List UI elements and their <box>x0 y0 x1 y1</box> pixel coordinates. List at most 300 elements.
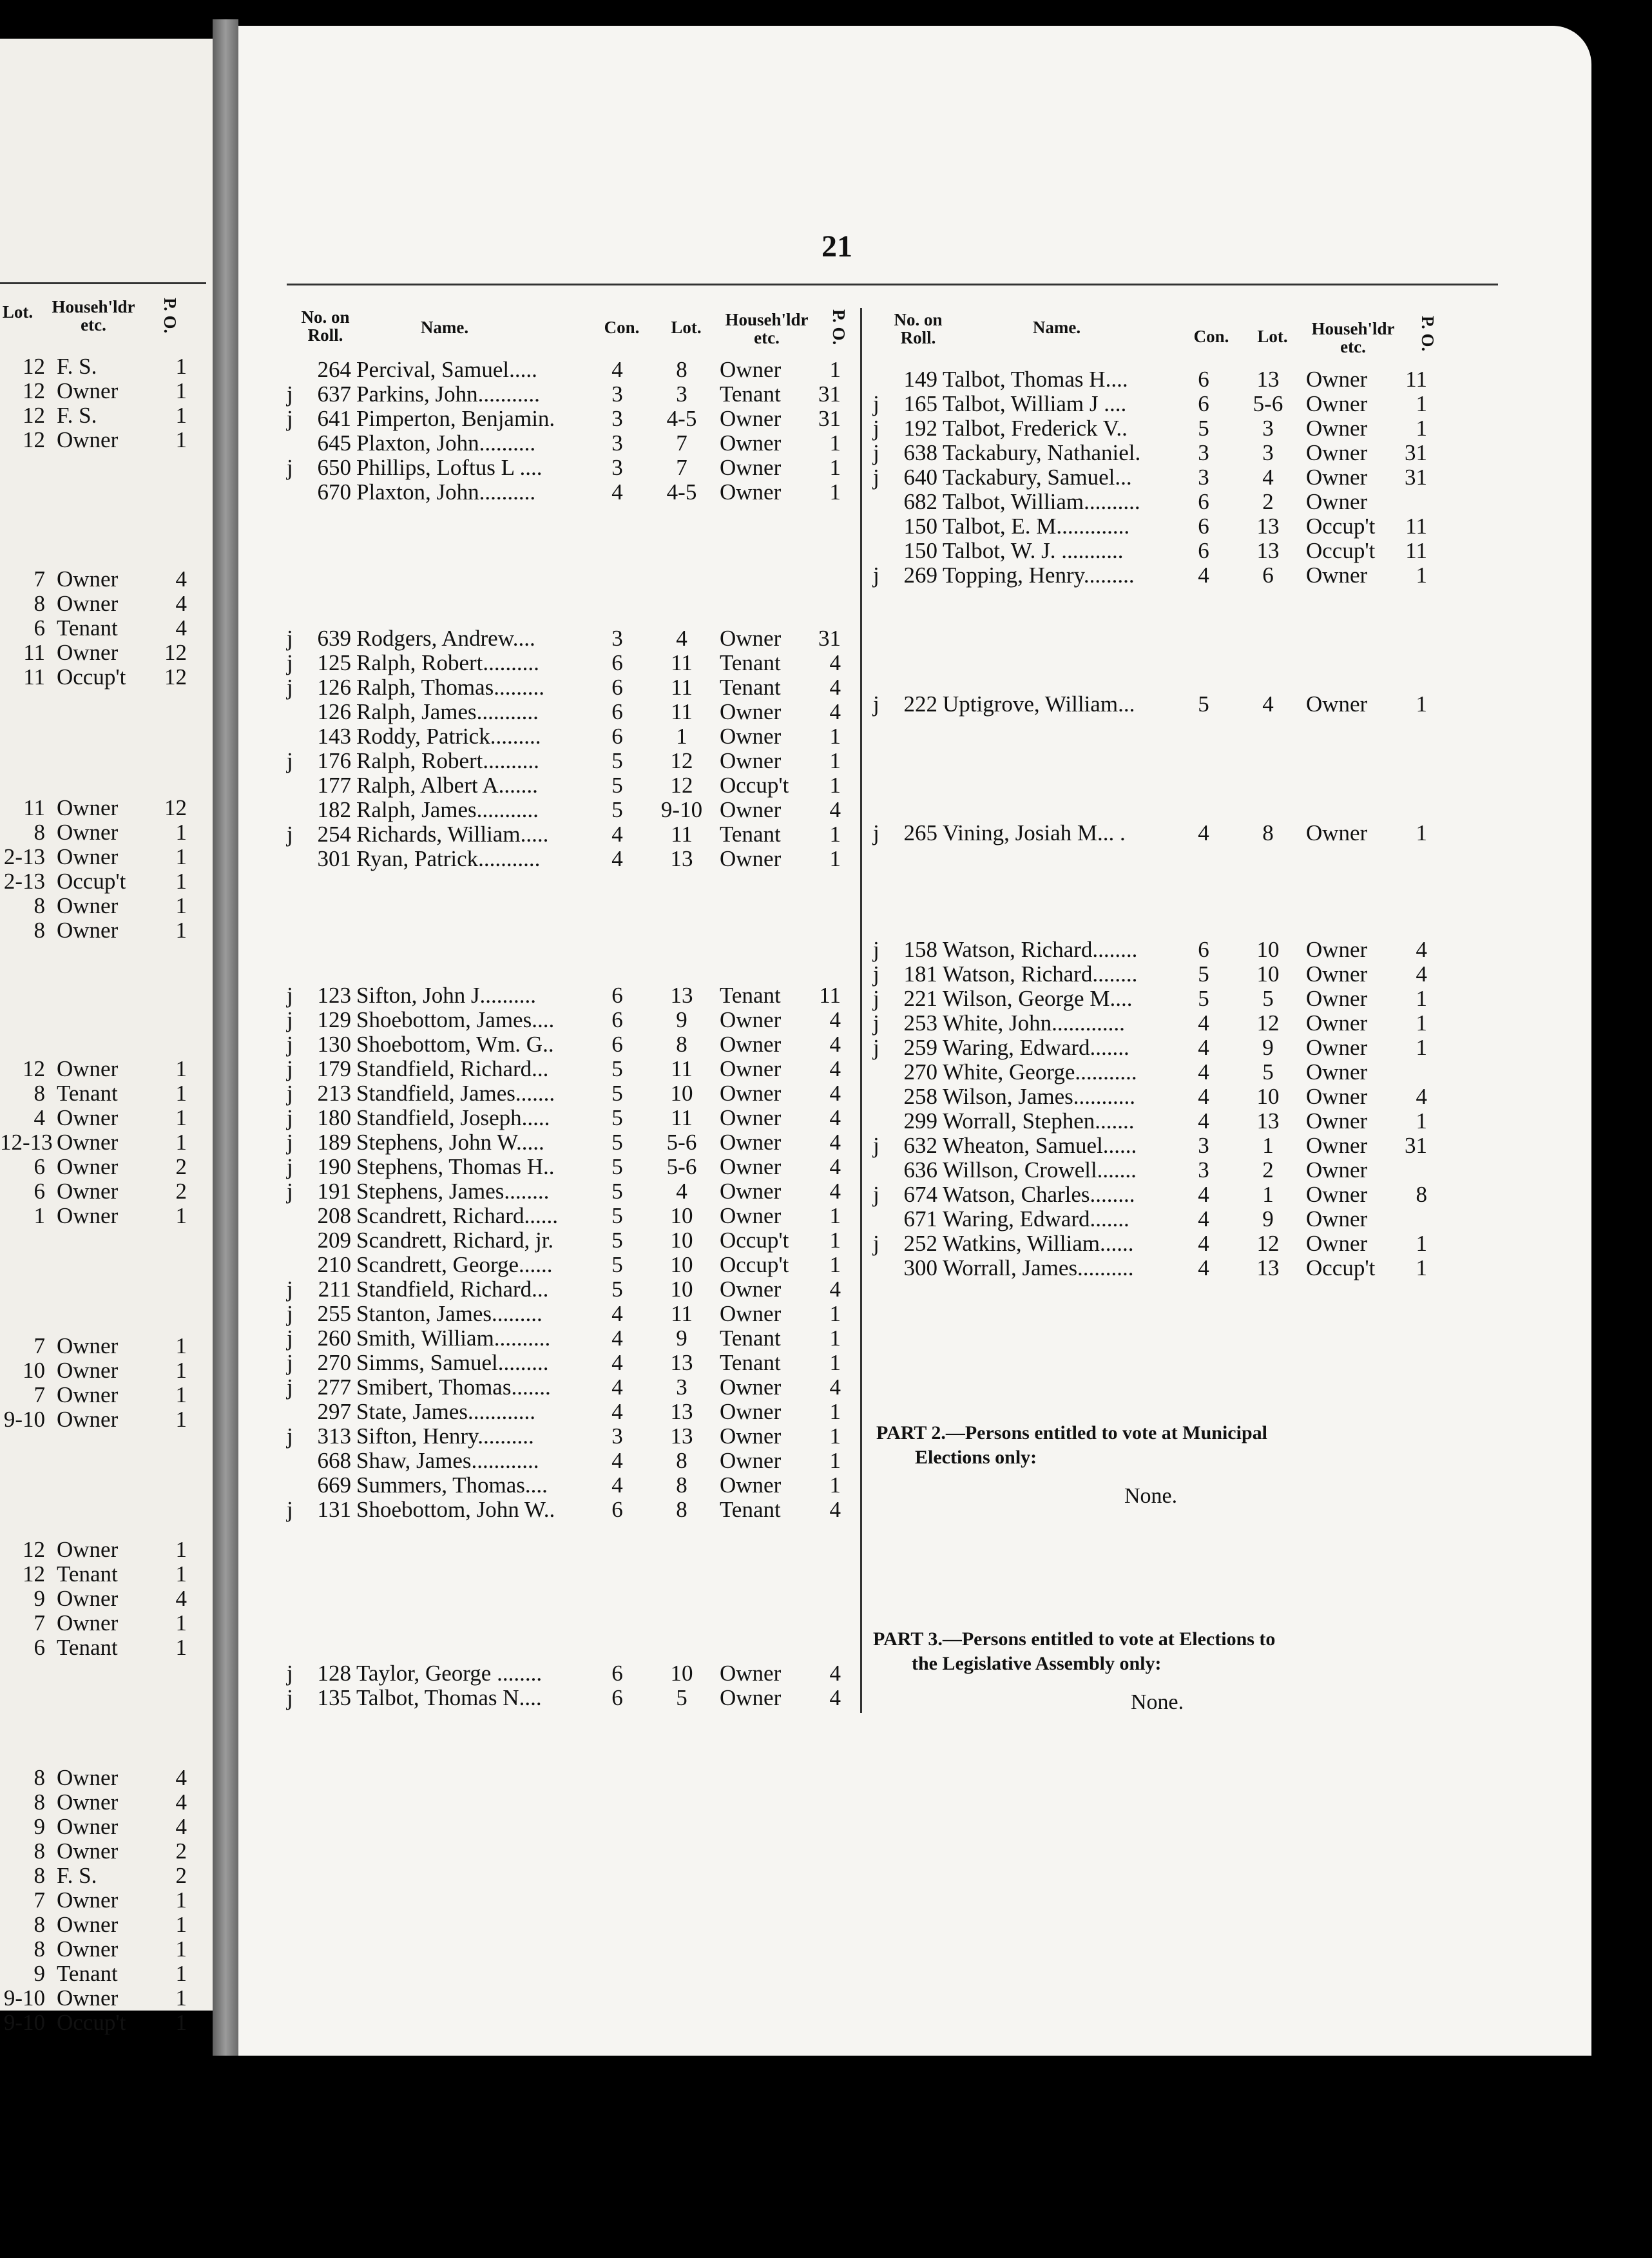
householder-status: Owner <box>720 1056 782 1081</box>
householder-status: Owner <box>1306 1035 1368 1060</box>
lot: 7 <box>34 1382 45 1407</box>
post-office: 4 <box>175 1586 187 1611</box>
juror-mark: j <box>287 1685 293 1710</box>
left-fragment-row <box>0 1057 206 1081</box>
householder-status: Owner <box>720 1661 782 1686</box>
lot: 11 <box>23 795 45 820</box>
col1-voter-row <box>287 1400 867 1424</box>
col1-voter-row <box>287 480 867 505</box>
lot: 9-10 <box>660 797 703 822</box>
concession: 6 <box>611 1007 623 1032</box>
concession: 5 <box>1198 961 1209 987</box>
voter-name: Wilson, George M.... <box>943 987 1133 1011</box>
juror-mark: j <box>287 1375 293 1400</box>
voter-name: Worrall, Stephen....... <box>943 1109 1135 1134</box>
householder-status: Owner <box>720 430 782 456</box>
concession: 5 <box>1198 416 1209 441</box>
householder-status: Owner <box>57 1912 119 1937</box>
post-office: 31 <box>1405 1133 1427 1158</box>
roll-number: 668 <box>317 1448 351 1473</box>
left-fragment-row <box>0 1986 206 2011</box>
voter-name: Watson, Charles........ <box>943 1182 1135 1207</box>
householder-status: Owner <box>57 1610 119 1636</box>
left-fragment-row <box>0 1538 206 1562</box>
lot: 12 <box>1256 1010 1280 1036</box>
voter-name: Talbot, William.......... <box>943 490 1140 514</box>
part3-heading: PART 3.—Persons entitled to vote at Elections to <box>873 1628 1276 1650</box>
roll-number: 143 <box>317 724 351 749</box>
left-fragment-row <box>0 1587 206 1611</box>
householder-status: Tenant <box>720 1497 781 1522</box>
concession: 6 <box>611 650 623 675</box>
col2-voter-row <box>873 692 1453 717</box>
left-fragment-row <box>0 428 206 452</box>
householder-status: Owner <box>720 1081 782 1106</box>
col2-voter-row <box>873 962 1453 987</box>
householder-status: Owner <box>57 1358 119 1383</box>
lot: 9-10 <box>3 1985 45 2011</box>
post-office: 12 <box>164 795 187 820</box>
voter-name: Talbot, William J .... <box>943 392 1127 416</box>
col1-voter-row <box>287 1351 867 1375</box>
roll-number: 270 <box>317 1350 351 1375</box>
lot: 6 <box>34 615 45 641</box>
lot: 3 <box>1262 440 1274 465</box>
post-office: 1 <box>175 869 187 894</box>
col1-voter-row <box>287 1277 867 1302</box>
concession: 4 <box>611 822 623 847</box>
left-fragment-row <box>0 1334 206 1358</box>
post-office: 4 <box>829 1154 841 1179</box>
col2-voter-row <box>873 563 1453 588</box>
col2-voter-row <box>873 821 1453 845</box>
voter-name: Worrall, James.......... <box>943 1256 1134 1280</box>
lot: 8 <box>676 1497 687 1522</box>
juror-mark: j <box>873 691 879 717</box>
roll-number: 126 <box>317 675 351 700</box>
concession: 5 <box>611 773 623 798</box>
householder-status: Tenant <box>57 1561 118 1587</box>
col2-voter-row <box>873 416 1453 441</box>
col1-voter-row <box>287 358 867 382</box>
col1-voter-row <box>287 1661 867 1686</box>
juror-mark: j <box>873 563 879 588</box>
lot: 6 <box>34 1635 45 1660</box>
col1-voter-row <box>287 1032 867 1057</box>
roll-number: 669 <box>317 1472 351 1498</box>
concession: 6 <box>611 724 623 749</box>
concession: 6 <box>611 1661 623 1686</box>
col1-header-con: Con. <box>604 318 640 337</box>
post-office: 1 <box>175 1081 187 1106</box>
householder-status: Owner <box>720 1277 782 1302</box>
left-fragment-row <box>0 1636 206 1660</box>
post-office: 1 <box>175 844 187 869</box>
col2-voter-row <box>873 1011 1453 1036</box>
lot: 11 <box>671 675 693 700</box>
householder-status: Owner <box>57 795 119 820</box>
post-office: 4 <box>829 650 841 675</box>
voter-name: Sifton, John J.......... <box>356 983 537 1008</box>
col1-voter-row <box>287 1326 867 1351</box>
post-office: 1 <box>175 1056 187 1081</box>
post-office: 1 <box>175 1912 187 1937</box>
lot: 12 <box>23 1561 45 1587</box>
concession: 6 <box>1198 391 1209 416</box>
lot: 8 <box>34 1912 45 1937</box>
col2-voter-row <box>873 1085 1453 1109</box>
concession: 4 <box>1198 1231 1209 1256</box>
lot: 8 <box>34 918 45 943</box>
roll-number: 258 <box>903 1084 937 1109</box>
householder-status: Owner <box>1306 691 1368 717</box>
concession: 6 <box>1198 538 1209 563</box>
col1-voter-row <box>287 1204 867 1228</box>
householder-status: Owner <box>720 1423 782 1449</box>
col2-header-name: Name. <box>1032 318 1081 337</box>
voter-name: Wheaton, Samuel...... <box>943 1134 1137 1158</box>
roll-number: 165 <box>903 391 937 416</box>
juror-mark: j <box>287 650 293 675</box>
householder-status: Tenant <box>720 822 781 847</box>
lot: 4 <box>676 1179 687 1204</box>
householder-status: Owner <box>57 378 119 403</box>
roll-number: 123 <box>317 983 351 1008</box>
juror-mark: j <box>287 1350 293 1375</box>
lot: 11 <box>671 650 693 675</box>
post-office: 1 <box>175 1610 187 1636</box>
voter-name: Plaxton, John.......... <box>356 431 536 456</box>
left-fragment-row <box>0 1179 206 1204</box>
lot: 10 <box>670 1252 693 1277</box>
householder-status: Owner <box>1306 391 1368 416</box>
juror-mark: j <box>287 1497 293 1522</box>
lot: 7 <box>34 1333 45 1358</box>
householder-status: F. S. <box>57 403 97 428</box>
lot: 4 <box>34 1105 45 1130</box>
householder-status: Owner <box>1306 1010 1368 1036</box>
voter-name: Waring, Edward....... <box>943 1036 1129 1060</box>
left-header-lot: Lot. <box>2 302 34 322</box>
householder-status: Owner <box>1306 465 1368 490</box>
lot: 6 <box>34 1179 45 1204</box>
concession: 4 <box>1198 1010 1209 1036</box>
householder-status: Owner <box>57 1056 119 1081</box>
householder-status: Owner <box>57 1130 119 1155</box>
householder-status: Owner <box>720 1203 782 1228</box>
post-office: 4 <box>829 1105 841 1130</box>
roll-number: 213 <box>317 1081 351 1106</box>
lot: 10 <box>1256 1084 1280 1109</box>
householder-status: Owner <box>1306 937 1368 962</box>
lot: 13 <box>1256 367 1280 392</box>
post-office: 1 <box>175 1382 187 1407</box>
lot: 12-13 <box>0 1130 53 1155</box>
lot: 4 <box>676 626 687 651</box>
concession: 4 <box>1198 1084 1209 1109</box>
roll-number: 158 <box>903 937 937 962</box>
post-office: 31 <box>818 406 841 431</box>
col1-header-househldr: Househ'ldr etc. <box>725 310 809 347</box>
post-office: 4 <box>1416 1084 1427 1109</box>
roll-number: 645 <box>317 430 351 456</box>
left-fragment-row <box>0 1155 206 1179</box>
post-office: 4 <box>175 591 187 616</box>
col2-voter-row <box>873 392 1453 416</box>
col1-voter-row <box>287 724 867 749</box>
voter-name: Tackabury, Samuel... <box>943 465 1132 490</box>
lot: 8 <box>34 1838 45 1864</box>
roll-number: 299 <box>903 1108 937 1134</box>
lot: 9 <box>34 1961 45 1986</box>
roll-number: 192 <box>903 416 937 441</box>
post-office: 1 <box>175 1887 187 1913</box>
col1-voter-row <box>287 1498 867 1522</box>
householder-status: Owner <box>1306 367 1368 392</box>
roll-number: 177 <box>317 773 351 798</box>
post-office: 4 <box>829 1685 841 1710</box>
householder-status: Tenant <box>57 1635 118 1660</box>
householder-status: Owner <box>1306 961 1368 987</box>
post-office: 1 <box>175 1130 187 1155</box>
roll-number: 682 <box>903 489 937 514</box>
roll-number: 301 <box>317 846 351 871</box>
voter-name: Rodgers, Andrew.... <box>356 626 535 651</box>
juror-mark: j <box>873 440 879 465</box>
householder-status: Tenant <box>720 381 781 407</box>
left-fragment-row <box>0 1913 206 1937</box>
lot: 8 <box>34 591 45 616</box>
concession: 6 <box>611 983 623 1008</box>
col1-voter-row <box>287 431 867 456</box>
householder-status: Owner <box>720 479 782 505</box>
post-office: 1 <box>829 1203 841 1228</box>
voter-name: Plaxton, John.......... <box>356 480 536 505</box>
lot: 6 <box>34 1154 45 1179</box>
voter-name: Percival, Samuel..... <box>356 358 537 382</box>
juror-mark: j <box>873 1035 879 1060</box>
left-fragment-row <box>0 1864 206 1888</box>
juror-mark: j <box>287 455 293 480</box>
voter-name: Standfield, Richard... <box>356 1277 549 1302</box>
voter-name: Smibert, Thomas....... <box>356 1375 551 1400</box>
col2-voter-row <box>873 490 1453 514</box>
lot: 8 <box>34 1765 45 1790</box>
col2-voter-row <box>873 441 1453 465</box>
post-office: 1 <box>175 1105 187 1130</box>
lot: 4-5 <box>666 479 697 505</box>
lot: 8 <box>1262 820 1274 845</box>
col2-voter-row <box>873 1231 1453 1256</box>
lot: 13 <box>670 1399 693 1424</box>
post-office: 1 <box>175 1936 187 1962</box>
householder-status: Owner <box>57 566 119 592</box>
left-fragment-row <box>0 894 206 918</box>
roll-number: 640 <box>903 465 937 490</box>
lot: 12 <box>23 1537 45 1562</box>
post-office: 1 <box>829 1252 841 1277</box>
post-office: 1 <box>175 1561 187 1587</box>
roll-number: 265 <box>903 820 937 845</box>
lot: 13 <box>670 1423 693 1449</box>
householder-status: Owner <box>57 1105 119 1130</box>
concession: 5 <box>611 797 623 822</box>
roll-number: 313 <box>317 1423 351 1449</box>
col2-voter-row <box>873 465 1453 490</box>
juror-mark: j <box>287 1423 293 1449</box>
householder-status: F. S. <box>57 354 97 379</box>
voter-name: Roddy, Patrick......... <box>356 724 541 749</box>
voter-name: Standfield, Richard... <box>356 1057 549 1081</box>
roll-number: 150 <box>903 538 937 563</box>
lot: 10 <box>23 1358 45 1383</box>
roll-number: 190 <box>317 1154 351 1179</box>
left-fragment-row <box>0 1962 206 1986</box>
post-office: 1 <box>175 1358 187 1383</box>
householder-status: Owner <box>57 427 119 452</box>
post-office: 1 <box>175 1635 187 1660</box>
householder-status: Owner <box>720 748 782 773</box>
juror-mark: j <box>287 1056 293 1081</box>
post-office: 1 <box>1416 1010 1427 1036</box>
lot: 8 <box>34 1081 45 1106</box>
voter-name: State, James............ <box>356 1400 536 1424</box>
col1-voter-row <box>287 700 867 724</box>
roll-number: 211 <box>318 1277 351 1302</box>
voter-name: Ryan, Patrick........... <box>356 847 541 871</box>
lot: 2 <box>1262 489 1274 514</box>
lot: 12 <box>23 427 45 452</box>
post-office: 12 <box>164 664 187 690</box>
col2-header-po: P. O. <box>1418 316 1437 352</box>
roll-number: 126 <box>317 699 351 724</box>
juror-mark: j <box>873 416 879 441</box>
post-office: 1 <box>175 354 187 379</box>
left-fragment-row <box>0 1839 206 1864</box>
col2-voter-row <box>873 1182 1453 1207</box>
voter-name: Scandrett, George...... <box>356 1253 553 1277</box>
lot: 12 <box>23 354 45 379</box>
juror-mark: j <box>287 1277 293 1302</box>
post-office: 1 <box>829 455 841 480</box>
post-office: 1 <box>175 893 187 918</box>
lot: 6 <box>1262 563 1274 588</box>
col2-voter-row <box>873 1134 1453 1158</box>
lot: 9-10 <box>3 1407 45 1432</box>
post-office: 4 <box>829 1497 841 1522</box>
householder-status: Owner <box>1306 489 1368 514</box>
voter-name: Talbot, E. M............. <box>943 514 1130 539</box>
col1-voter-row <box>287 407 867 431</box>
post-office: 4 <box>829 1179 841 1204</box>
lot: 12 <box>1256 1231 1280 1256</box>
post-office: 4 <box>829 1056 841 1081</box>
concession: 5 <box>1198 986 1209 1011</box>
post-office: 1 <box>1416 416 1427 441</box>
lot: 10 <box>670 1203 693 1228</box>
left-page-fragment <box>0 39 213 2011</box>
householder-status: F. S. <box>57 1863 97 1888</box>
concession: 4 <box>611 1326 623 1351</box>
voter-name: Shaw, James............ <box>356 1449 539 1473</box>
roll-number: 253 <box>903 1010 937 1036</box>
post-office: 4 <box>829 1007 841 1032</box>
part2-subheading: Elections only: <box>915 1447 1037 1468</box>
voter-name: Stephens, John W..... <box>356 1130 544 1155</box>
concession: 6 <box>1198 489 1209 514</box>
post-office: 1 <box>829 357 841 382</box>
concession: 3 <box>1198 465 1209 490</box>
concession: 4 <box>1198 1255 1209 1280</box>
post-office: 31 <box>818 381 841 407</box>
householder-status: Owner <box>1306 986 1368 1011</box>
householder-status: Owner <box>57 1154 119 1179</box>
lot: 9 <box>676 1007 687 1032</box>
voter-name: Stephens, James........ <box>356 1179 550 1204</box>
concession: 6 <box>1198 514 1209 539</box>
householder-status: Tenant <box>57 615 118 641</box>
left-fragment-row <box>0 1130 206 1155</box>
post-office: 31 <box>1405 465 1427 490</box>
lot: 2-13 <box>3 844 45 869</box>
voter-name: Scandrett, Richard, jr. <box>356 1228 554 1253</box>
post-office: 1 <box>829 1228 841 1253</box>
concession: 5 <box>611 1252 623 1277</box>
lot: 9-10 <box>3 2010 45 2035</box>
left-header-rule <box>0 282 206 284</box>
lot: 3 <box>676 381 687 407</box>
concession: 4 <box>1198 1059 1209 1085</box>
householder-status: Owner <box>720 1685 782 1710</box>
col1-voter-row <box>287 749 867 773</box>
left-fragment-row <box>0 403 206 428</box>
voter-name: Ralph, Robert.......... <box>356 651 539 675</box>
lot: 10 <box>1256 961 1280 987</box>
post-office: 2 <box>175 1863 187 1888</box>
lot: 13 <box>1256 514 1280 539</box>
roll-number: 150 <box>903 514 937 539</box>
roll-number: 671 <box>903 1206 937 1231</box>
lot: 11 <box>671 699 693 724</box>
post-office: 4 <box>829 1032 841 1057</box>
voter-name: Talbot, Thomas H.... <box>943 367 1128 392</box>
roll-number: 277 <box>317 1375 351 1400</box>
roll-number: 149 <box>903 367 937 392</box>
householder-status: Owner <box>1306 1157 1368 1182</box>
concession: 4 <box>1198 820 1209 845</box>
voter-name: Ralph, Thomas......... <box>356 675 544 700</box>
householder-status: Owner <box>720 1448 782 1473</box>
post-office: 1 <box>1416 691 1427 717</box>
juror-mark: j <box>873 1231 879 1256</box>
juror-mark: j <box>873 1182 879 1207</box>
juror-mark: j <box>873 1010 879 1036</box>
voter-name: Summers, Thomas.... <box>356 1473 548 1498</box>
lot: 4 <box>1262 465 1274 490</box>
concession: 5 <box>611 1105 623 1130</box>
header-top-rule <box>287 284 1498 285</box>
concession: 3 <box>1198 1133 1209 1158</box>
part3-subheading: the Legislative Assembly only: <box>912 1653 1162 1674</box>
lot: 9 <box>676 1326 687 1351</box>
left-fragment-row <box>0 1081 206 1106</box>
householder-status: Owner <box>720 1399 782 1424</box>
left-fragment-row <box>0 1766 206 1790</box>
post-office: 31 <box>818 626 841 651</box>
col2-voter-row <box>873 514 1453 539</box>
roll-number: 222 <box>903 691 937 717</box>
lot: 8 <box>676 357 687 382</box>
